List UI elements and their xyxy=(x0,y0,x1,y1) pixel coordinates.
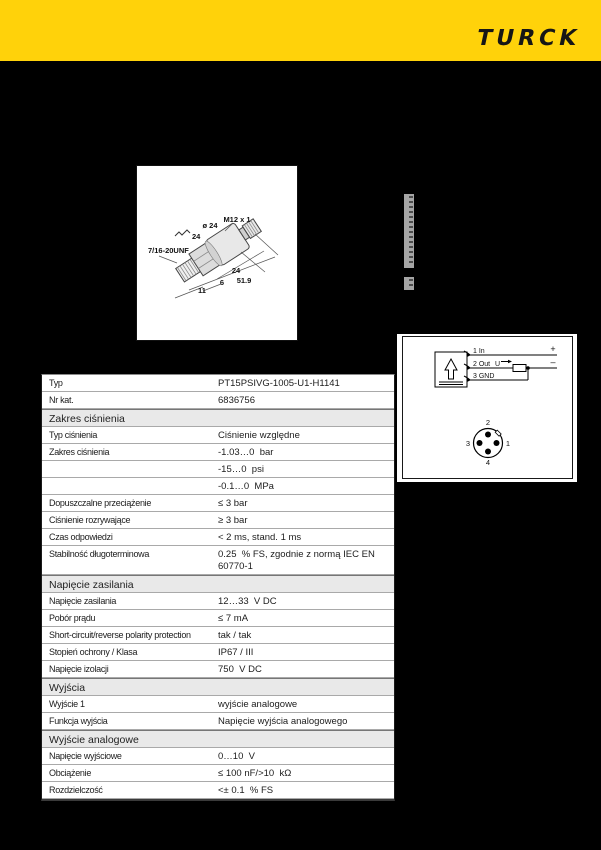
spec-label: Wyjście analogowe xyxy=(49,734,139,746)
label-dim-thread-length: 11 xyxy=(198,286,206,295)
spec-row xyxy=(42,478,394,495)
spec-value: -0.1…0 MPa xyxy=(218,481,274,492)
spec-value: Ciśnienie względne xyxy=(218,430,300,441)
header xyxy=(0,0,601,61)
label-dim-hex-height: 6 xyxy=(219,278,225,287)
spec-label: Stopień ochrony / Klasa xyxy=(49,647,138,657)
connector-pinout xyxy=(466,418,510,467)
spec-value: ≥ 3 bar xyxy=(218,515,248,526)
spec-label: Napięcie wyjściowe xyxy=(49,751,122,761)
spec-label: Rozdzielczość xyxy=(49,785,103,795)
spec-label: Czas odpowiedzi xyxy=(49,532,113,542)
spec-row xyxy=(42,782,394,799)
pin-label-left: 3 xyxy=(465,439,471,448)
spec-value: PT15PSIVG-1005-U1-H1141 xyxy=(218,378,340,389)
spec-row xyxy=(42,392,394,409)
side-tab-text-marks xyxy=(409,196,413,266)
spec-row xyxy=(42,529,394,546)
wire-label-1: 1 In xyxy=(473,348,485,355)
spec-label: Obciążenie xyxy=(49,768,92,778)
spec-label: Stabilność długoterminowa xyxy=(49,549,150,559)
side-tab-text-marks xyxy=(409,279,413,288)
spec-row xyxy=(42,610,394,627)
pin-label-bottom: 4 xyxy=(485,458,491,467)
keyway-notch xyxy=(495,430,501,436)
label-wrench-size: 24 xyxy=(192,232,201,241)
spec-value: -1.03…0 bar xyxy=(218,447,274,458)
sensor-symbol-box xyxy=(435,352,467,387)
spec-value: IP67 / III xyxy=(218,647,254,658)
spec-section-row xyxy=(42,409,394,427)
terminal-plus: + xyxy=(550,344,556,354)
spec-value: 12…33 V DC xyxy=(218,596,277,607)
spec-label: Dopuszczalne przeciążenie xyxy=(49,498,152,508)
spec-label: Napięcie zasilania xyxy=(49,579,134,591)
spec-label: Wyjścia xyxy=(49,682,86,694)
spec-value: tak / tak xyxy=(218,630,252,641)
spec-row xyxy=(42,427,394,444)
spec-row xyxy=(42,627,394,644)
spec-label: Wyjście 1 xyxy=(49,699,85,709)
label-dim-total-length: 51.9 xyxy=(236,276,252,285)
wire-label-3: 3 GND xyxy=(473,373,495,380)
spec-row xyxy=(42,748,394,765)
diagram-panel xyxy=(397,334,577,482)
spec-table-rows xyxy=(42,375,394,799)
spec-value: 0.25 % FS, zgodnie z normą IEC EN 60770-1 xyxy=(218,549,378,572)
spec-row xyxy=(42,644,394,661)
side-tab-bar xyxy=(404,194,414,268)
spec-label: Zakres ciśnienia xyxy=(49,413,125,425)
spec-row xyxy=(42,593,394,610)
spec-section-row xyxy=(42,575,394,593)
voltage-label: U xyxy=(495,361,501,368)
spec-value: Napięcie wyjścia analogowego xyxy=(218,716,348,727)
spec-label: Nr kat. xyxy=(49,395,74,405)
spec-label: Typ ciśnienia xyxy=(49,430,98,440)
spec-row xyxy=(42,461,394,478)
spec-label: Napięcie zasilania xyxy=(49,596,117,606)
label-dim-body-length: 24 xyxy=(231,266,241,275)
turck-logo: TURCK xyxy=(474,26,583,51)
spec-value: < 2 ms, stand. 1 ms xyxy=(218,532,302,543)
terminal-minus: – xyxy=(550,357,556,367)
pin-label-top: 2 xyxy=(485,418,491,427)
spec-row xyxy=(42,713,394,730)
spec-label: Pobór prądu xyxy=(49,613,96,623)
spec-value: -15…0 psi xyxy=(218,464,264,475)
spec-row xyxy=(42,375,394,392)
spec-table xyxy=(41,374,395,801)
spec-row xyxy=(42,512,394,529)
spec-section-row xyxy=(42,730,394,748)
spec-row xyxy=(42,661,394,678)
spec-label: Napięcie izolacji xyxy=(49,664,109,674)
spec-row xyxy=(42,444,394,461)
wiring-and-pinout-diagram xyxy=(397,334,577,482)
pin-label-right: 1 xyxy=(505,439,511,448)
spec-row xyxy=(42,495,394,512)
spec-row xyxy=(42,765,394,782)
spec-label: Short-circuit/reverse polarity protection xyxy=(49,630,191,640)
wire-label-2: 2 Out xyxy=(473,361,491,368)
spec-row xyxy=(42,696,394,713)
label-body-diameter: ø 24 xyxy=(202,221,218,230)
spec-section-row xyxy=(42,678,394,696)
spec-value: 6836756 xyxy=(218,395,255,406)
product-drawing-panel xyxy=(136,165,298,341)
label-process-thread: 7/16-20UNF xyxy=(148,246,189,255)
spec-label: Zakres ciśnienia xyxy=(49,447,110,457)
spec-row xyxy=(42,546,394,575)
load-resistor xyxy=(513,365,526,372)
spec-value: wyjście analogowe xyxy=(218,699,298,710)
spec-value: ≤ 3 bar xyxy=(218,498,248,509)
spec-value: <± 0.1 % FS xyxy=(218,785,274,796)
side-tab-marker xyxy=(404,277,414,290)
spec-label: Funkcja wyjścia xyxy=(49,716,108,726)
spec-label: Typ xyxy=(49,378,63,388)
product-drawing xyxy=(137,166,297,340)
spec-value: ≤ 100 nF/>10 kΩ xyxy=(218,768,292,779)
spec-label: Ciśnienie rozrywające xyxy=(49,515,131,525)
spec-value: 0…10 V xyxy=(218,751,255,762)
spec-value: 750 V DC xyxy=(218,664,262,675)
pressure-symbol xyxy=(175,230,190,236)
label-connector-thread: M12 x 1 xyxy=(223,215,251,224)
spec-value: ≤ 7 mA xyxy=(218,613,249,624)
